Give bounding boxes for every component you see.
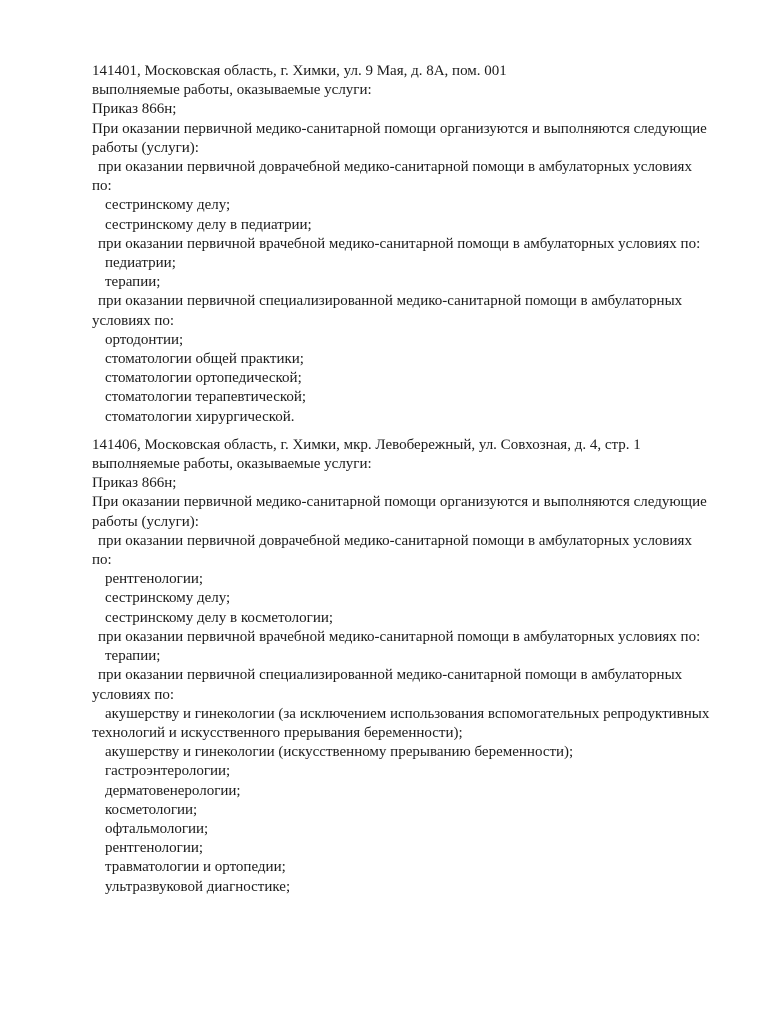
text-line: стоматологии хирургической. <box>105 408 295 425</box>
text-line: по: <box>92 552 112 569</box>
text-line: акушерству и гинекологии (за исключением использования вспомогательных репродуктивных <box>105 705 710 722</box>
text-line: Приказ 866н; <box>92 475 177 492</box>
text-line: терапии; <box>105 274 161 291</box>
text-line: ультразвуковой диагностике; <box>105 878 291 895</box>
text-line: при оказании первичной специализированной медико-санитарной помощи в амбулаторных <box>98 667 683 684</box>
text-line: акушерству и гинекологии (искусственному прерыванию беременности); <box>105 744 574 761</box>
text-line: при оказании первичной специализированной медико-санитарной помощи в амбулаторных <box>98 293 683 310</box>
text-line: стоматологии общей практики; <box>105 351 304 368</box>
text-line: Приказ 866н; <box>92 101 177 118</box>
text-line: ортодонтии; <box>105 331 184 348</box>
text-line: по: <box>92 178 112 195</box>
text-line: рентгенологии; <box>105 571 204 588</box>
text-line: офтальмологии; <box>105 820 209 837</box>
text-line: При оказании первичной медико-санитарной помощи организуются и выполняются следующие <box>92 120 707 137</box>
text-line: стоматологии терапевтической; <box>105 389 307 406</box>
license-location-block-141401 <box>92 62 754 427</box>
text-line: При оказании первичной медико-санитарной помощи организуются и выполняются следующие <box>92 494 707 511</box>
text-line: травматологии и ортопедии; <box>105 859 286 876</box>
text-line: косметологии; <box>105 801 198 818</box>
text-line: выполняемые работы, оказываемые услуги: <box>92 456 372 473</box>
text-line: при оказании первичной врачебной медико-санитарной помощи в амбулаторных условиях по: <box>98 628 701 645</box>
text-line: сестринскому делу в косметологии; <box>105 609 334 626</box>
text-line: гастроэнтерологии; <box>105 763 231 780</box>
text-line: сестринскому делу; <box>105 590 231 607</box>
text-line: 141401, Московская область, г. Химки, ул. 9 Мая, д. 8А, пом. 001 <box>92 63 507 79</box>
text-line: работы (услуги): <box>92 513 199 530</box>
text-line: дерматовенерологии; <box>105 782 241 799</box>
text-line: терапии; <box>105 648 161 665</box>
text-line: при оказании первичной доврачебной медико-санитарной помощи в амбулаторных условиях <box>98 159 692 176</box>
text-line: выполняемые работы, оказываемые услуги: <box>92 82 372 99</box>
text-line: 141406, Московская область, г. Химки, мкр. Левобережный, ул. Совхозная, д. 4, стр. 1 <box>92 436 641 453</box>
text-line: сестринскому делу; <box>105 197 231 214</box>
text-line: условиях по: <box>92 312 175 329</box>
text-line: при оказании первичной врачебной медико-санитарной помощи в амбулаторных условиях по: <box>98 235 701 252</box>
text-line: работы (услуги): <box>92 139 199 156</box>
text-line: стоматологии ортопедической; <box>105 370 302 387</box>
text-line: сестринскому делу в педиатрии; <box>105 216 312 233</box>
text-line: педиатрии; <box>105 255 176 272</box>
text-line: условиях по: <box>92 686 175 703</box>
text-line: рентгенологии; <box>105 840 204 857</box>
text-line: технологий и искусственного прерывания беременности); <box>92 724 463 741</box>
license-location-block-141406 <box>92 436 754 897</box>
text-line: при оказании первичной доврачебной медико-санитарной помощи в амбулаторных условиях <box>98 532 692 549</box>
